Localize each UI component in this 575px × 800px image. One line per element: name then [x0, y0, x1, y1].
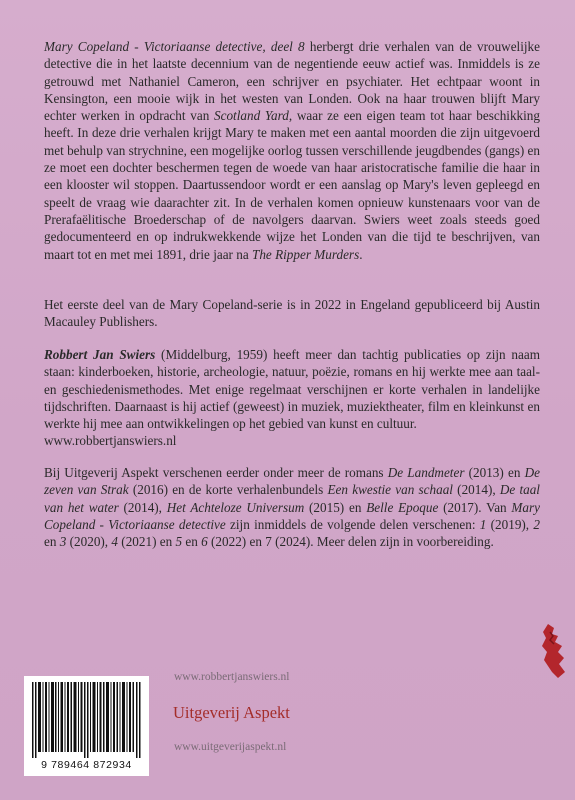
- work-title: Een kwestie van schaal: [327, 482, 453, 498]
- volume-number: 5: [175, 534, 183, 550]
- works-text: (2017). Van: [438, 499, 512, 515]
- author-bio: [44, 346, 540, 450]
- author-name: Robbert Jan Swiers: [44, 347, 156, 362]
- works-text: (2019),: [486, 516, 534, 532]
- isbn-barcode: [24, 676, 149, 776]
- series-note-text: Het eerste deel van de Mary Copeland-serie is in 2022 in Engeland gepubliceerd bij Austin Macauley Publishers.: [44, 297, 540, 330]
- blurb-paragraph: [44, 38, 540, 263]
- volume-number: 3: [59, 534, 67, 550]
- work-title: Mary Copeland - Victoriaanse detective: [44, 499, 540, 532]
- works-text: (2014),: [452, 482, 500, 498]
- publisher-url-link[interactable]: www.uitgeverijaspekt.nl: [174, 741, 287, 753]
- author-url-link[interactable]: www.robbertjanswiers.nl: [174, 671, 290, 683]
- volume-number: 2: [533, 516, 540, 532]
- works-text: (2022) en 7 (2024). Meer delen zijn in voorbereiding.: [207, 534, 494, 550]
- series-title: Mary Copeland - Victoriaanse detective, deel 8: [44, 39, 305, 54]
- author-bio-text: (Middelburg, 1959) heeft meer dan tachtig publicaties op zijn naam staan: kinderboeken, historie, archeologie, natuur, poëzie, romans en hij werkte mee aan taal- en geschiedenismethodes. Met enige regelmaat verschijnen er korte verhalen in landelijke tijdschriften. Daarnaast is hij actief (geweest) in muziek, muziektheater, film en kleinkunst en werkte hij mee aan ontwikkelingen op het gebied van kunst en cultuur.: [44, 347, 540, 432]
- scotland-yard: Scotland Yard: [214, 108, 289, 124]
- works-text: (2021) en: [118, 534, 176, 550]
- author-website: www.robbertjanswiers.nl: [44, 433, 177, 449]
- blurb-text-1: herbergt drie verhalen van de vrouwelijke detective die in het laatste decennium van de negentiende eeuw actief was. Inmiddels is ze getrouwd met Nathaniel Cameron, een schrijver en psychiater. Het echtpaar woont in Kensington, een mooie wijk in het westen van Londen. Ook na haar trouwen blijft Mary echter werken in opdracht van: [44, 39, 540, 124]
- work-title: De zeven van Strak: [44, 465, 540, 498]
- ripper-murders: The Ripper Murders: [252, 246, 360, 262]
- isbn-number: 9 789464 872934: [41, 759, 132, 771]
- volume-number: 1: [479, 516, 487, 532]
- blurb-text-2: , waar ze een eigen team tot haar beschikking heeft. In deze drie verhalen krijgt Mary te maken met een aantal moorden die zijn uitgevoerd met behulp van strychnine, een mogelijke oorlog tussen verschillende jeugdbendes (gangs) en ze moet een dochter beschermen tegen de woede van haar aristocratische familie die haar in een klooster wil stoppen. Daartussendoor wordt er een aanslag op Mary's leven gepleegd en speelt de vraag wie daarachter zit. In de verhalen komen opnieuw kunstenaars voor van de Prerafaëlitische Broederschap of de navolgers daarvan. Swiers weet zoals steeds goed gedocumenteerd en op indrukwekkende wijze het Londen van die tijd te beschrijven, van maart tot en met mei 1891, drie jaar na: [44, 108, 540, 262]
- wax-seal-stamp-icon: [538, 622, 572, 680]
- works-text: zijn inmiddels de volgende delen verschenen:: [225, 516, 480, 532]
- volume-number: 4: [111, 534, 118, 550]
- works-text: Bij Uitgeverij Aspekt verschenen eerder onder meer de romans: [44, 465, 388, 480]
- works-text: (2014),: [118, 499, 167, 515]
- works-text: en: [182, 534, 202, 550]
- work-title: Belle Epoque: [366, 499, 439, 515]
- previous-works: [44, 464, 540, 550]
- work-title: De taal van het water: [44, 482, 540, 515]
- series-note: [44, 296, 540, 331]
- publisher-logo-text: Uitgeverij Aspekt: [173, 703, 290, 722]
- works-text: en: [44, 534, 60, 550]
- works-text: (2016) en de korte verhalenbundels: [128, 482, 328, 498]
- blurb-text-3: .: [359, 246, 363, 262]
- works-text: (2020),: [66, 534, 112, 550]
- works-text: (2013) en: [464, 465, 525, 480]
- barcode-icon: [30, 682, 143, 758]
- work-title: De Landmeter: [387, 465, 465, 480]
- volume-number: 6: [201, 534, 208, 550]
- work-title: Het Achteloze Universum: [166, 499, 305, 515]
- works-text: (2015) en: [304, 499, 367, 515]
